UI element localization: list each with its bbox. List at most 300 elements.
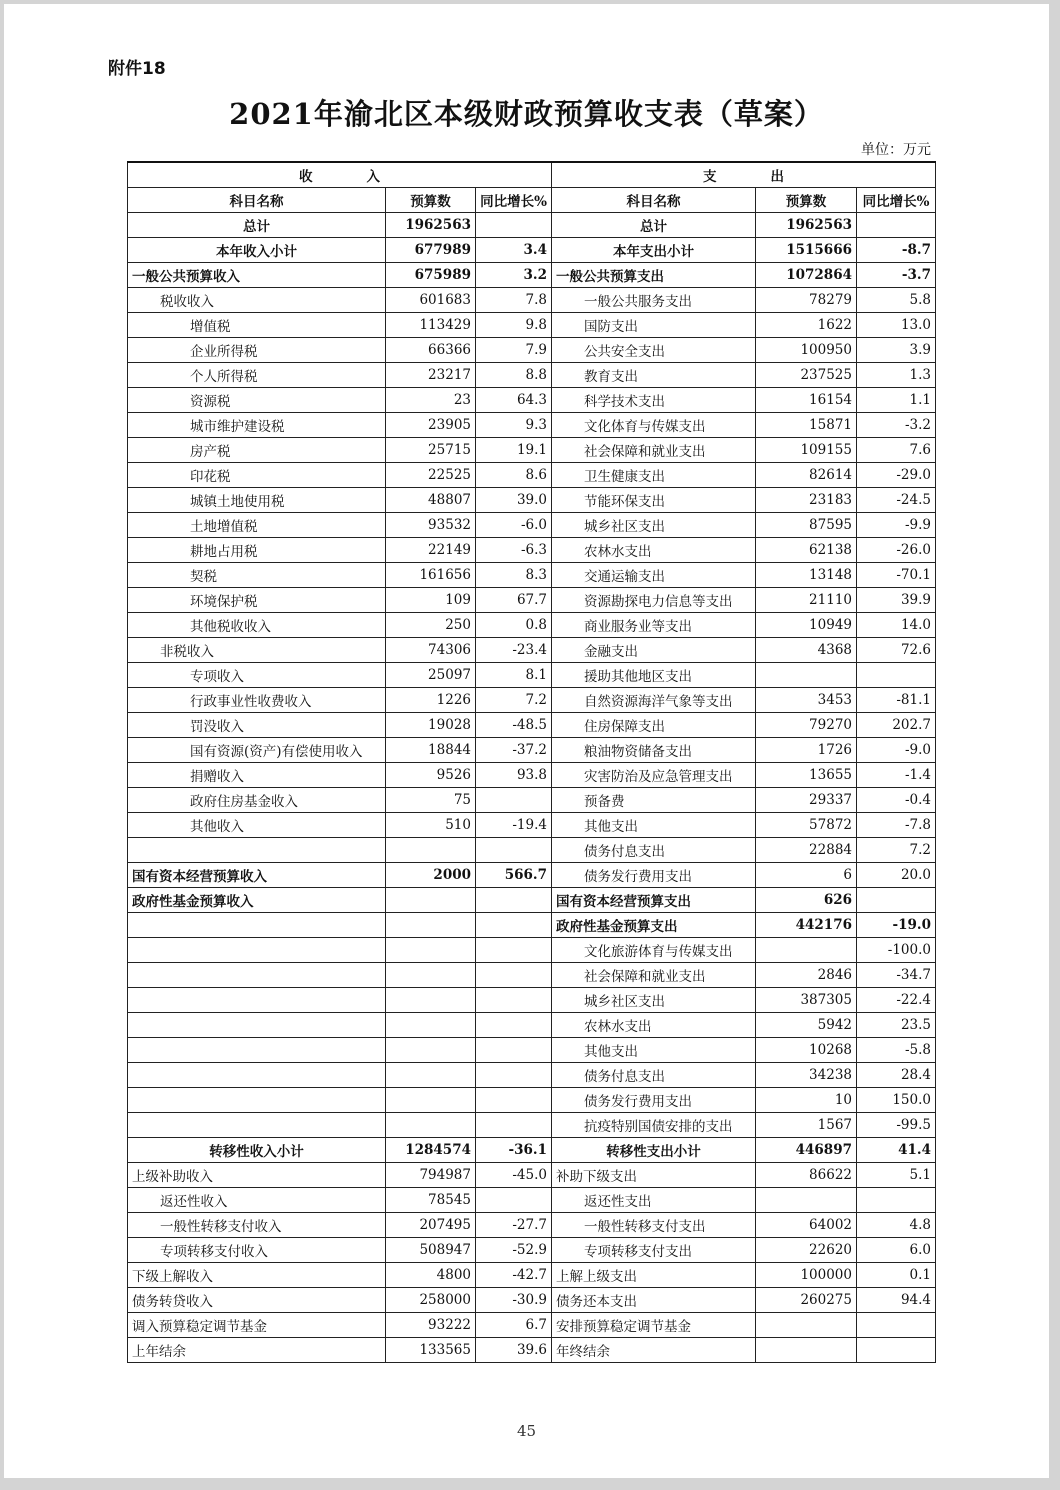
expense-item-name: 国防支出 <box>552 312 756 337</box>
expense-budget: 387305 <box>756 987 857 1012</box>
income-item-name: 政府住房基金收入 <box>128 787 386 812</box>
expense-item-name: 债务付息支出 <box>552 837 756 862</box>
income-budget: 675989 <box>386 262 476 287</box>
income-growth: 8.6 <box>476 462 552 487</box>
income-growth: -45.0 <box>476 1162 552 1187</box>
expense-item-name: 节能环保支出 <box>552 487 756 512</box>
expense-item-name: 一般公共预算支出 <box>552 262 756 287</box>
expense-growth: 1.1 <box>857 387 936 412</box>
income-item-name: 城市维护建设税 <box>128 412 386 437</box>
expense-budget-header: 预算数 <box>756 187 857 212</box>
expense-item-name: 转移性支出小计 <box>552 1137 756 1162</box>
income-item-name <box>128 1062 386 1087</box>
income-item-name: 其他收入 <box>128 812 386 837</box>
expense-growth: -7.8 <box>857 812 936 837</box>
expense-item-name: 城乡社区支出 <box>552 512 756 537</box>
income-budget: 601683 <box>386 287 476 312</box>
expense-budget <box>756 937 857 962</box>
expense-item-name: 债务发行费用支出 <box>552 862 756 887</box>
expense-budget: 82614 <box>756 462 857 487</box>
expense-item-name: 社会保障和就业支出 <box>552 437 756 462</box>
table-row <box>128 1187 936 1212</box>
table-row <box>128 1337 936 1362</box>
table-row <box>128 862 936 887</box>
income-growth: -48.5 <box>476 712 552 737</box>
page-title: 2021年渝北区本级财政预算收支表（草案） <box>229 97 824 131</box>
table-row <box>128 987 936 1012</box>
income-budget <box>386 937 476 962</box>
income-item-name: 一般性转移支付收入 <box>128 1212 386 1237</box>
expense-budget: 16154 <box>756 387 857 412</box>
income-budget: 75 <box>386 787 476 812</box>
income-budget: 19028 <box>386 712 476 737</box>
expense-growth: -0.4 <box>857 787 936 812</box>
expense-item-name: 教育支出 <box>552 362 756 387</box>
income-item-name: 政府性基金预算收入 <box>128 887 386 912</box>
income-item-name: 国有资源(资产)有偿使用收入 <box>128 737 386 762</box>
expense-item-name: 债务付息支出 <box>552 1062 756 1087</box>
income-growth: -30.9 <box>476 1287 552 1312</box>
expense-item-name: 科学技术支出 <box>552 387 756 412</box>
income-budget: 1226 <box>386 687 476 712</box>
expense-item-name: 资源勘探电力信息等支出 <box>552 587 756 612</box>
expense-item-name: 文化体育与传媒支出 <box>552 412 756 437</box>
expense-budget: 109155 <box>756 437 857 462</box>
income-growth: -6.0 <box>476 512 552 537</box>
expense-item-name: 补助下级支出 <box>552 1162 756 1187</box>
income-budget: 1962563 <box>386 212 476 237</box>
table-row <box>128 1212 936 1237</box>
income-budget <box>386 962 476 987</box>
expense-header: 支 出 <box>552 162 936 187</box>
income-budget: 93532 <box>386 512 476 537</box>
expense-budget <box>756 1312 857 1337</box>
table-row <box>128 787 936 812</box>
income-growth: 8.1 <box>476 662 552 687</box>
expense-item-name: 国有资本经营预算支出 <box>552 887 756 912</box>
income-growth: -19.4 <box>476 812 552 837</box>
income-budget: 510 <box>386 812 476 837</box>
income-item-name: 个人所得税 <box>128 362 386 387</box>
income-growth: 8.3 <box>476 562 552 587</box>
income-budget <box>386 1037 476 1062</box>
attachment-label: 附件18 <box>108 59 166 79</box>
income-item-name <box>128 1112 386 1137</box>
expense-growth <box>857 1337 936 1362</box>
income-item-name: 专项转移支付收入 <box>128 1237 386 1262</box>
expense-growth: 3.9 <box>857 337 936 362</box>
income-budget: 74306 <box>386 637 476 662</box>
table-row <box>128 1137 936 1162</box>
income-growth: 3.4 <box>476 237 552 262</box>
table-row <box>128 1162 936 1187</box>
income-header: 收 入 <box>128 162 552 187</box>
table-row <box>128 1262 936 1287</box>
income-growth <box>476 1062 552 1087</box>
expense-growth: 150.0 <box>857 1087 936 1112</box>
expense-budget: 10 <box>756 1087 857 1112</box>
expense-budget: 22884 <box>756 837 857 862</box>
expense-growth: -29.0 <box>857 462 936 487</box>
income-item-name: 上级补助收入 <box>128 1162 386 1187</box>
expense-budget: 442176 <box>756 912 857 937</box>
income-budget <box>386 1087 476 1112</box>
income-item-name: 其他税收收入 <box>128 612 386 637</box>
expense-growth: 41.4 <box>857 1137 936 1162</box>
expense-budget: 1622 <box>756 312 857 337</box>
expense-growth: -5.8 <box>857 1037 936 1062</box>
income-growth: -42.7 <box>476 1262 552 1287</box>
table-row <box>128 237 936 262</box>
expense-growth: -81.1 <box>857 687 936 712</box>
income-budget: 22525 <box>386 462 476 487</box>
table-row <box>128 212 936 237</box>
income-item-name: 土地增值税 <box>128 512 386 537</box>
expense-budget: 78279 <box>756 287 857 312</box>
expense-growth: 202.7 <box>857 712 936 737</box>
table-row <box>128 1062 936 1087</box>
income-item-name: 环境保护税 <box>128 587 386 612</box>
expense-item-name: 金融支出 <box>552 637 756 662</box>
income-growth: 3.2 <box>476 262 552 287</box>
expense-growth <box>857 887 936 912</box>
expense-budget: 1072864 <box>756 262 857 287</box>
expense-budget: 1962563 <box>756 212 857 237</box>
table-row <box>128 1287 936 1312</box>
income-growth: 7.2 <box>476 687 552 712</box>
income-budget: 113429 <box>386 312 476 337</box>
expense-growth: -26.0 <box>857 537 936 562</box>
income-item-name: 城镇土地使用税 <box>128 487 386 512</box>
expense-budget: 1567 <box>756 1112 857 1137</box>
income-budget: 207495 <box>386 1212 476 1237</box>
income-growth: 39.6 <box>476 1337 552 1362</box>
table-row <box>128 462 936 487</box>
table-row <box>128 512 936 537</box>
expense-budget: 79270 <box>756 712 857 737</box>
table-row <box>128 587 936 612</box>
expense-growth: 1.3 <box>857 362 936 387</box>
expense-item-name: 总计 <box>552 212 756 237</box>
expense-growth <box>857 1187 936 1212</box>
income-item-name: 耕地占用税 <box>128 537 386 562</box>
expense-item-name: 住房保障支出 <box>552 712 756 737</box>
income-growth: -52.9 <box>476 1237 552 1262</box>
expense-item-name: 返还性支出 <box>552 1187 756 1212</box>
expense-growth: 20.0 <box>857 862 936 887</box>
income-budget <box>386 912 476 937</box>
expense-budget <box>756 1337 857 1362</box>
income-item-name <box>128 987 386 1012</box>
table-row <box>128 637 936 662</box>
expense-growth: -9.0 <box>857 737 936 762</box>
expense-budget: 4368 <box>756 637 857 662</box>
income-growth: 9.8 <box>476 312 552 337</box>
table-row <box>128 412 936 437</box>
income-growth: -36.1 <box>476 1137 552 1162</box>
expense-growth <box>857 662 936 687</box>
expense-item-name: 文化旅游体育与传媒支出 <box>552 937 756 962</box>
income-budget <box>386 837 476 862</box>
income-growth <box>476 987 552 1012</box>
expense-item-name: 年终结余 <box>552 1337 756 1362</box>
income-budget: 109 <box>386 587 476 612</box>
income-growth: 8.8 <box>476 362 552 387</box>
expense-budget: 100950 <box>756 337 857 362</box>
income-budget: 66366 <box>386 337 476 362</box>
income-budget: 23 <box>386 387 476 412</box>
table-row <box>128 262 936 287</box>
expense-budget: 34238 <box>756 1062 857 1087</box>
income-item-name: 一般公共预算收入 <box>128 262 386 287</box>
expense-budget: 23183 <box>756 487 857 512</box>
expense-growth <box>857 1312 936 1337</box>
income-item-name: 返还性收入 <box>128 1187 386 1212</box>
budget-table <box>127 161 936 1363</box>
expense-item-name: 农林水支出 <box>552 1012 756 1037</box>
income-budget <box>386 987 476 1012</box>
income-item-name: 转移性收入小计 <box>128 1137 386 1162</box>
income-growth: 93.8 <box>476 762 552 787</box>
expense-growth: 4.8 <box>857 1212 936 1237</box>
table-row <box>128 387 936 412</box>
expense-growth: 23.5 <box>857 1012 936 1037</box>
table-row <box>128 687 936 712</box>
income-item-name: 税收收入 <box>128 287 386 312</box>
income-growth <box>476 912 552 937</box>
expense-growth: -24.5 <box>857 487 936 512</box>
income-budget: 161656 <box>386 562 476 587</box>
income-growth: -27.7 <box>476 1212 552 1237</box>
income-budget: 133565 <box>386 1337 476 1362</box>
expense-growth: 39.9 <box>857 587 936 612</box>
income-growth: 6.7 <box>476 1312 552 1337</box>
table-row <box>128 562 936 587</box>
expense-budget: 10268 <box>756 1037 857 1062</box>
table-row <box>128 712 936 737</box>
table-row <box>128 337 936 362</box>
expense-growth: 0.1 <box>857 1262 936 1287</box>
income-growth <box>476 787 552 812</box>
table-row <box>128 912 936 937</box>
expense-item-name: 其他支出 <box>552 812 756 837</box>
expense-growth: -3.7 <box>857 262 936 287</box>
expense-growth: 6.0 <box>857 1237 936 1262</box>
income-budget: 93222 <box>386 1312 476 1337</box>
income-item-name: 上年结余 <box>128 1337 386 1362</box>
income-growth <box>476 1112 552 1137</box>
expense-budget <box>756 662 857 687</box>
income-item-name: 行政事业性收费收入 <box>128 687 386 712</box>
expense-budget: 260275 <box>756 1287 857 1312</box>
income-item-name: 下级上解收入 <box>128 1262 386 1287</box>
income-budget <box>386 887 476 912</box>
table-row <box>128 1112 936 1137</box>
income-budget: 4800 <box>386 1262 476 1287</box>
expense-budget: 446897 <box>756 1137 857 1162</box>
income-growth <box>476 1087 552 1112</box>
expense-budget: 5942 <box>756 1012 857 1037</box>
table-row <box>128 612 936 637</box>
table-row <box>128 812 936 837</box>
expense-growth: -3.2 <box>857 412 936 437</box>
income-item-name: 捐赠收入 <box>128 762 386 787</box>
expense-budget: 15871 <box>756 412 857 437</box>
income-growth-header: 同比增长% <box>476 187 552 212</box>
expense-growth: 72.6 <box>857 637 936 662</box>
income-growth <box>476 212 552 237</box>
income-growth <box>476 887 552 912</box>
income-item-name: 国有资本经营预算收入 <box>128 862 386 887</box>
table-column-header <box>128 187 936 212</box>
income-growth <box>476 837 552 862</box>
table-row <box>128 1037 936 1062</box>
expense-item-name: 债务还本支出 <box>552 1287 756 1312</box>
income-item-name: 总计 <box>128 212 386 237</box>
expense-growth: -100.0 <box>857 937 936 962</box>
income-item-name <box>128 1012 386 1037</box>
expense-item-name: 农林水支出 <box>552 537 756 562</box>
income-budget: 2000 <box>386 862 476 887</box>
expense-growth <box>857 212 936 237</box>
expense-growth: -70.1 <box>857 562 936 587</box>
income-budget <box>386 1062 476 1087</box>
income-item-name: 罚没收入 <box>128 712 386 737</box>
expense-budget: 1515666 <box>756 237 857 262</box>
expense-growth: 5.8 <box>857 287 936 312</box>
income-budget: 1284574 <box>386 1137 476 1162</box>
expense-budget: 13655 <box>756 762 857 787</box>
income-growth: 39.0 <box>476 487 552 512</box>
expense-budget: 62138 <box>756 537 857 562</box>
expense-item-name: 一般性转移支付支出 <box>552 1212 756 1237</box>
income-name-header: 科目名称 <box>128 187 386 212</box>
income-growth: 64.3 <box>476 387 552 412</box>
income-budget: 508947 <box>386 1237 476 1262</box>
expense-growth: 28.4 <box>857 1062 936 1087</box>
income-budget: 25715 <box>386 437 476 462</box>
income-item-name <box>128 937 386 962</box>
expense-budget: 237525 <box>756 362 857 387</box>
table-row <box>128 1312 936 1337</box>
expense-growth-header: 同比增长% <box>857 187 936 212</box>
expense-item-name: 公共安全支出 <box>552 337 756 362</box>
income-item-name: 专项收入 <box>128 662 386 687</box>
income-budget: 23217 <box>386 362 476 387</box>
income-item-name: 增值税 <box>128 312 386 337</box>
expense-item-name: 援助其他地区支出 <box>552 662 756 687</box>
income-budget: 23905 <box>386 412 476 437</box>
expense-growth: -9.9 <box>857 512 936 537</box>
expense-growth: -22.4 <box>857 987 936 1012</box>
table-row <box>128 737 936 762</box>
income-budget: 18844 <box>386 737 476 762</box>
income-growth: 9.3 <box>476 412 552 437</box>
expense-item-name: 其他支出 <box>552 1037 756 1062</box>
income-budget: 48807 <box>386 487 476 512</box>
unit-label: 单位：万元 <box>861 142 931 158</box>
table-row <box>128 362 936 387</box>
income-item-name: 本年收入小计 <box>128 237 386 262</box>
income-budget-header: 预算数 <box>386 187 476 212</box>
table-row <box>128 537 936 562</box>
table-row <box>128 437 936 462</box>
expense-budget: 29337 <box>756 787 857 812</box>
expense-item-name: 本年支出小计 <box>552 237 756 262</box>
table-row <box>128 937 936 962</box>
expense-budget: 13148 <box>756 562 857 587</box>
income-growth: 7.9 <box>476 337 552 362</box>
income-item-name <box>128 837 386 862</box>
expense-budget: 21110 <box>756 587 857 612</box>
table-row <box>128 1237 936 1262</box>
expense-growth: -8.7 <box>857 237 936 262</box>
expense-budget: 87595 <box>756 512 857 537</box>
table-row <box>128 887 936 912</box>
income-item-name <box>128 912 386 937</box>
income-growth: 566.7 <box>476 862 552 887</box>
income-growth <box>476 1037 552 1062</box>
income-budget: 677989 <box>386 237 476 262</box>
table-row <box>128 1087 936 1112</box>
income-budget <box>386 1112 476 1137</box>
expense-item-name: 预备费 <box>552 787 756 812</box>
expense-budget: 3453 <box>756 687 857 712</box>
income-item-name: 房产税 <box>128 437 386 462</box>
income-item-name: 债务转贷收入 <box>128 1287 386 1312</box>
table-row <box>128 962 936 987</box>
income-budget: 9526 <box>386 762 476 787</box>
expense-item-name: 上解上级支出 <box>552 1262 756 1287</box>
expense-budget <box>756 1187 857 1212</box>
expense-budget: 64002 <box>756 1212 857 1237</box>
expense-item-name: 粮油物资储备支出 <box>552 737 756 762</box>
expense-item-name: 一般公共服务支出 <box>552 287 756 312</box>
expense-budget: 10949 <box>756 612 857 637</box>
document-page <box>4 4 1049 1478</box>
income-item-name <box>128 962 386 987</box>
income-growth: 19.1 <box>476 437 552 462</box>
expense-growth: 7.6 <box>857 437 936 462</box>
expense-item-name: 社会保障和就业支出 <box>552 962 756 987</box>
expense-growth: 14.0 <box>857 612 936 637</box>
income-growth: 7.8 <box>476 287 552 312</box>
expense-item-name: 商业服务业等支出 <box>552 612 756 637</box>
table-row <box>128 762 936 787</box>
table-row <box>128 312 936 337</box>
expense-growth: -34.7 <box>857 962 936 987</box>
income-growth: -6.3 <box>476 537 552 562</box>
income-budget: 794987 <box>386 1162 476 1187</box>
income-growth <box>476 962 552 987</box>
expense-growth: -1.4 <box>857 762 936 787</box>
table-row <box>128 837 936 862</box>
income-budget: 250 <box>386 612 476 637</box>
income-budget: 78545 <box>386 1187 476 1212</box>
income-item-name <box>128 1087 386 1112</box>
income-growth <box>476 1187 552 1212</box>
expense-budget: 6 <box>756 862 857 887</box>
expense-item-name: 安排预算稳定调节基金 <box>552 1312 756 1337</box>
income-item-name: 调入预算稳定调节基金 <box>128 1312 386 1337</box>
expense-item-name: 卫生健康支出 <box>552 462 756 487</box>
expense-growth: 13.0 <box>857 312 936 337</box>
expense-name-header: 科目名称 <box>552 187 756 212</box>
expense-item-name: 专项转移支付支出 <box>552 1237 756 1262</box>
expense-budget: 2846 <box>756 962 857 987</box>
income-growth: 67.7 <box>476 587 552 612</box>
income-budget: 258000 <box>386 1287 476 1312</box>
